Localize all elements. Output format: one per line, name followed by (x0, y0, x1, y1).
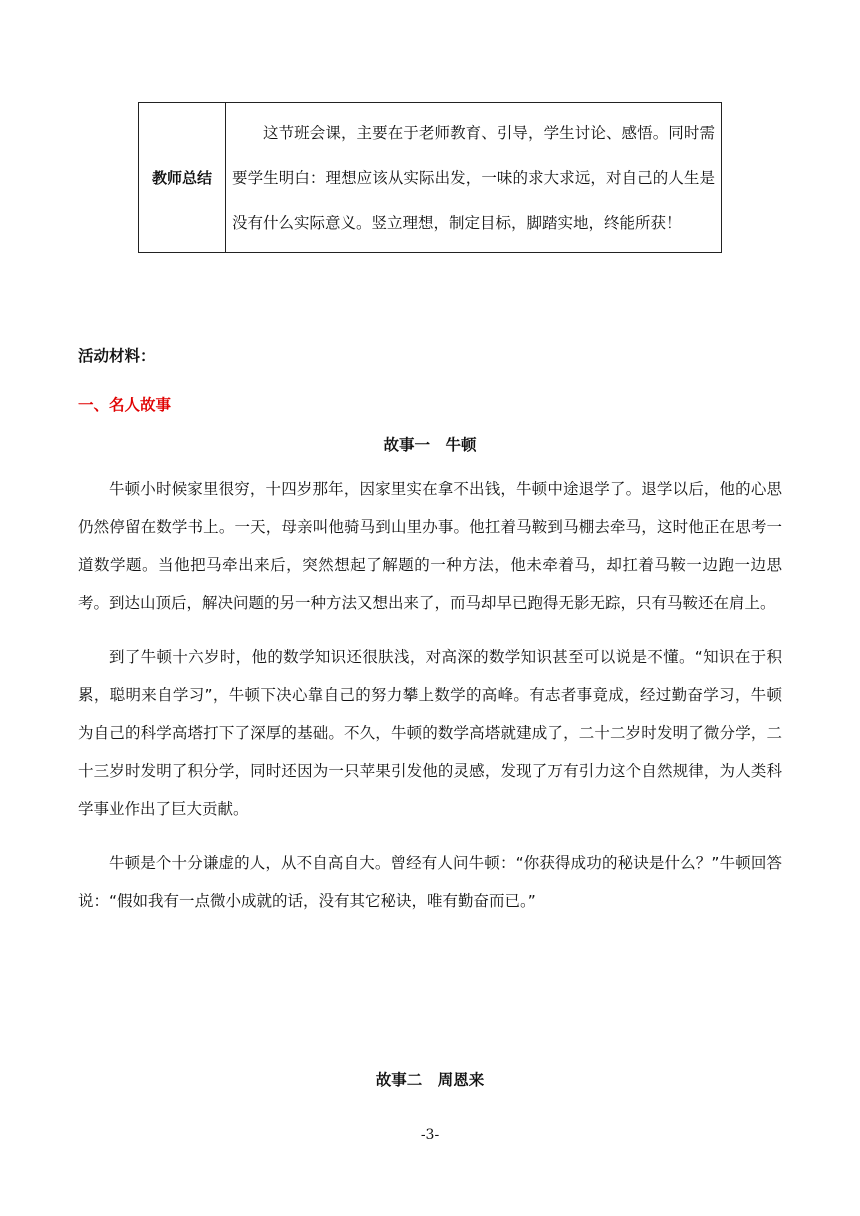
summary-text: 这节班会课，主要在于老师教育、引导，学生讨论、感悟。同时需要学生明白：理想应该从实际出发，一味的求大求远，对自己的人生是没有什么实际意义。竖立理想，制定目标，脚踏实地，终能所获！ (226, 103, 722, 253)
section-heading: 一、名人故事 (78, 396, 172, 414)
table-row (139, 103, 722, 253)
story1-body (78, 470, 782, 920)
teacher-summary-table (138, 102, 722, 253)
story1-title: 故事一 牛顿 (383, 436, 477, 454)
story2-title: 故事二 周恩来 (375, 1071, 485, 1089)
story1-paragraph-3: 牛顿是个十分谦虚的人，从不自高自大。曾经有人问牛顿：“你获得成功的秘诀是什么？”牛顿回答说：“假如我有一点微小成就的话，没有其它秘诀，唯有勤奋而已。” (78, 854, 782, 910)
activity-heading: 活动材料： (78, 347, 156, 365)
summary-label: 教师总结 (139, 103, 226, 253)
page-number: -3- (420, 1127, 440, 1143)
story1-paragraph-1: 牛顿小时候家里很穷，十四岁那年，因家里实在拿不出钱，牛顿中途退学了。退学以后，他的心思仍然停留在数学书上。一天，母亲叫他骑马到山里办事。他扛着马鞍到马棚去牵马，这时他正在思考一道数学题。当他把马牵出来后，突然想起了解题的一种方法，他未牵着马，却扛着马鞍一边跑一边思考。到达山顶后，解决问题的另一种方法又想出来了，而马却早已跑得无影无踪，只有马鞍还在肩上。 (78, 480, 782, 612)
story1-paragraph-2: 到了牛顿十六岁时，他的数学知识还很肤浅，对高深的数学知识甚至可以说是不懂。“知识在于积累，聪明来自学习”，牛顿下决心靠自己的努力攀上数学的高峰。有志者事竟成，经过勤奋学习，牛顿为自己的科学高塔打下了深厚的基础。不久，牛顿的数学高塔就建成了，二十二岁时发明了微分学，二十三岁时发明了积分学，同时还因为一只苹果引发他的灵感，发现了万有引力这个自然规律，为人类科学事业作出了巨大贡献。 (78, 648, 782, 818)
